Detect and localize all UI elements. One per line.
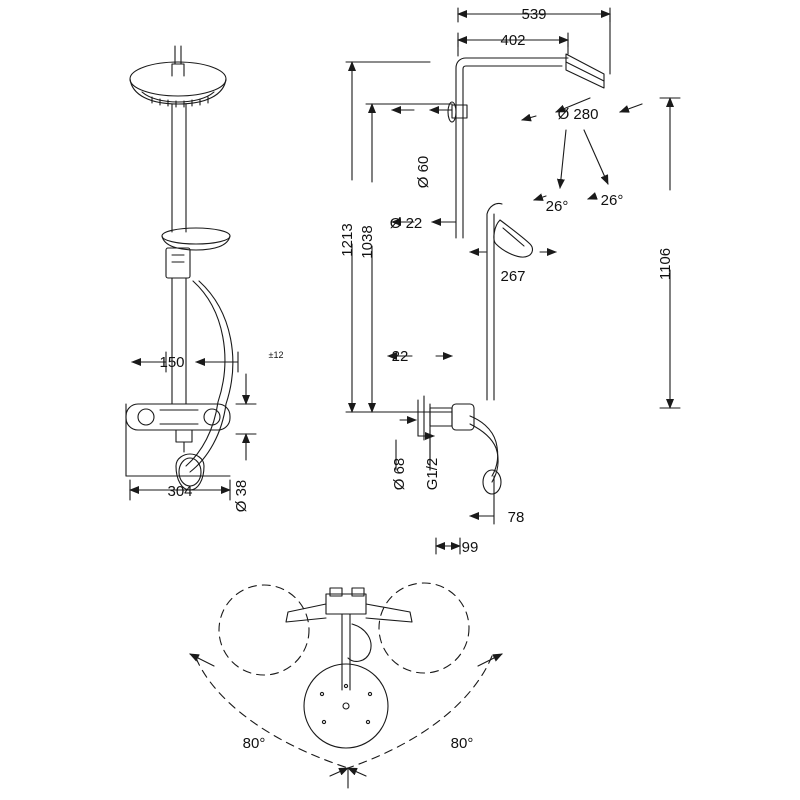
dim-diam-22: Ø 22	[389, 215, 423, 232]
dim-g12: G1/2	[424, 457, 441, 491]
dim-539: 539	[521, 6, 547, 23]
dim-diam-38: Ø 38	[233, 479, 250, 513]
dim-78: 78	[507, 509, 525, 526]
dim-150-tolerance: ±12	[268, 350, 284, 360]
dim-diam-60: Ø 60	[415, 155, 432, 189]
dim-diam-280: Ø 280	[557, 106, 599, 123]
dim-diam-68: Ø 68	[391, 457, 408, 491]
dimension-labels	[159, 6, 674, 752]
dim-angle-80-right: 80°	[450, 735, 474, 752]
dim-angle-26-left: 26°	[545, 198, 569, 215]
dim-267: 267	[500, 268, 526, 285]
top-view	[190, 583, 502, 788]
dim-1038: 1038	[359, 225, 376, 259]
dim-304: 304	[167, 483, 193, 500]
dim-402: 402	[500, 32, 526, 49]
dim-angle-80-left: 80°	[242, 735, 266, 752]
dim-99: 99	[461, 539, 479, 556]
front-view	[126, 46, 256, 500]
dim-angle-26-right: 26°	[600, 192, 624, 209]
dim-150: 150	[159, 354, 185, 371]
dim-1213: 1213	[339, 223, 356, 257]
dim-22: 22	[391, 348, 409, 365]
dim-1106: 1106	[657, 247, 674, 281]
